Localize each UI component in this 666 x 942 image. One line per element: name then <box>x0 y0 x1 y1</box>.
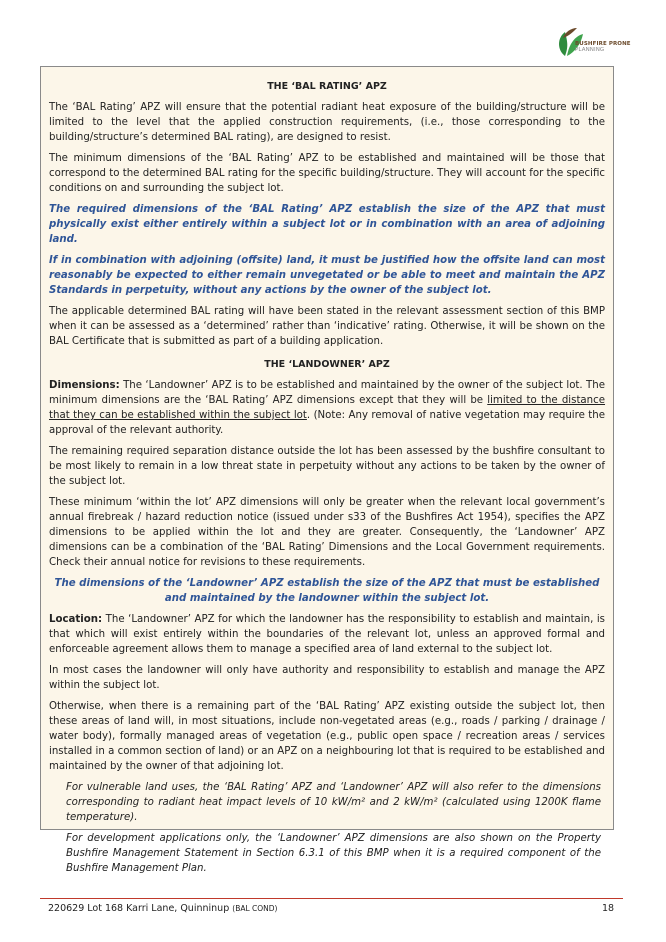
bal-rating-apz-heading: THE ‘BAL RATING’ APZ <box>267 81 387 92</box>
location-paragraph <box>49 612 605 657</box>
dimensions-text: The ‘Landowner’ APZ is to be established and maintained by the owner of the subject lot. The minimum dimensions are the ‘BAL Rating’ APZ dimensions except that they will be <box>49 380 605 406</box>
landowner-apz-heading: THE ‘LANDOWNER’ APZ <box>264 359 390 370</box>
paragraph: The remaining required separation distance outside the lot has been assessed by the bushfire consultant to be most likely to remain in a low threat state in perpetuity without any actions to be taken by the owner of the subject lot. <box>49 446 605 487</box>
paragraph: The ‘BAL Rating’ APZ will ensure that the potential radiant heat exposure of the building/structure will be limited to the level that the applied construction requirements, (i.e., those corresponding to the building/structure’s determined BAL rating), are designed to resist. <box>49 102 605 143</box>
footer-document-ref <box>48 903 277 914</box>
footer-divider <box>40 898 623 899</box>
paragraph: In most cases the landowner will only have authority and responsibility to establish and manage the APZ within the subject lot. <box>49 665 605 691</box>
dimensions-label: Dimensions: <box>49 380 120 391</box>
emphasis-paragraph: If in combination with adjoining (offsite) land, it must be justified how the offsite land can most reasonably be expected to either remain unvegetated or be able to meet and maintain the APZ Standards in perpetuity, without any actions by the owner of the subject lot. <box>49 255 605 296</box>
bushfire-prone-planning-logo <box>555 24 635 64</box>
paragraph: These minimum ‘within the lot’ APZ dimensions will only be greater when the relevant local government’s annual firebreak / hazard reduction notice (issued under s33 of the Bushfires Act 1954), specifies the APZ dimensions to be applied within the lot and they are greater. Consequently, the ‘Landowner’ APZ dimensions can be a combination of the ‘BAL Rating’ Dimensions and the Local Government requirements. Check their annual notice for revisions to these requirements. <box>49 497 605 568</box>
paragraph: Otherwise, when there is a remaining part of the ‘BAL Rating’ APZ existing outside the subject lot, then these areas of land will, in most situations, include non-vegetated areas (e.g., roads / parking / drainage / water body), formally managed areas of vegetation (e.g., public open space / recreation areas / services installed in a common section of land) or an APZ on a neighbouring lot that is required to be established and maintained by the owner of that adjoining lot. <box>49 701 605 772</box>
apz-info-box <box>40 66 614 874</box>
paragraph: The applicable determined BAL rating will have been stated in the relevant assessment section of this BMP when it can be assessed as a ‘determined’ rather than ‘indicative’ rating. Otherwise, it will be shown on the BAL Certificate that is submitted as part of a building application. <box>49 306 605 347</box>
location-text: The ‘Landowner’ APZ for which the landowner has the responsibility to establish and maintain, is that which will exist entirely within the boundaries of the relevant lot, unless an approved formal and enforceable agreement allows them to manage a specified area of land external to the subject lot. <box>49 614 605 655</box>
emphasis-paragraph: The dimensions of the ‘Landowner’ APZ establish the size of the APZ that must be established and maintained by the landowner within the subject lot. <box>54 578 600 604</box>
footer-doc-code: (BAL COND) <box>232 904 278 913</box>
logo-text <box>575 41 631 53</box>
logo-line1: BUSHFIRE PRONE <box>575 41 631 47</box>
italic-note-paragraph: For development applications only, the ‘Landowner’ APZ dimensions are also shown on the Property Bushfire Management Statement in Section 6.3.1 of this BMP when it is a required component of the Bushfire Management Plan. <box>66 833 601 874</box>
footer-address: 220629 Lot 168 Karri Lane, Quinninup <box>48 903 230 914</box>
location-label: Location: <box>49 614 103 625</box>
dimensions-underlined-text: limited to the distance that they can be established within the subject lot <box>49 395 606 421</box>
page-number: 18 <box>602 903 615 914</box>
emphasis-paragraph: The required dimensions of the ‘BAL Rating’ APZ establish the size of the APZ that must physically exist either entirely within a subject lot or in combination with an area of adjoining land. <box>49 204 605 245</box>
dimensions-paragraph <box>49 378 605 438</box>
dimensions-text-end: . (Note: Any removal of native vegetation may require the approval of the relevant authority. <box>49 410 605 436</box>
logo-line2: PLANNING <box>575 47 605 53</box>
italic-note-paragraph: For vulnerable land uses, the ‘BAL Rating’ APZ and ‘Landowner’ APZ will also refer to the dimensions corresponding to radiant heat impact levels of 10 kW/m² and 2 kW/m² (calculated using 1200K flame temperature). <box>66 782 601 823</box>
paragraph: The minimum dimensions of the ‘BAL Rating’ APZ to be established and maintained will be those that correspond to the determined BAL rating for the specific building/structure. They will account for the specific conditions on and surrounding the subject lot. <box>49 153 605 194</box>
